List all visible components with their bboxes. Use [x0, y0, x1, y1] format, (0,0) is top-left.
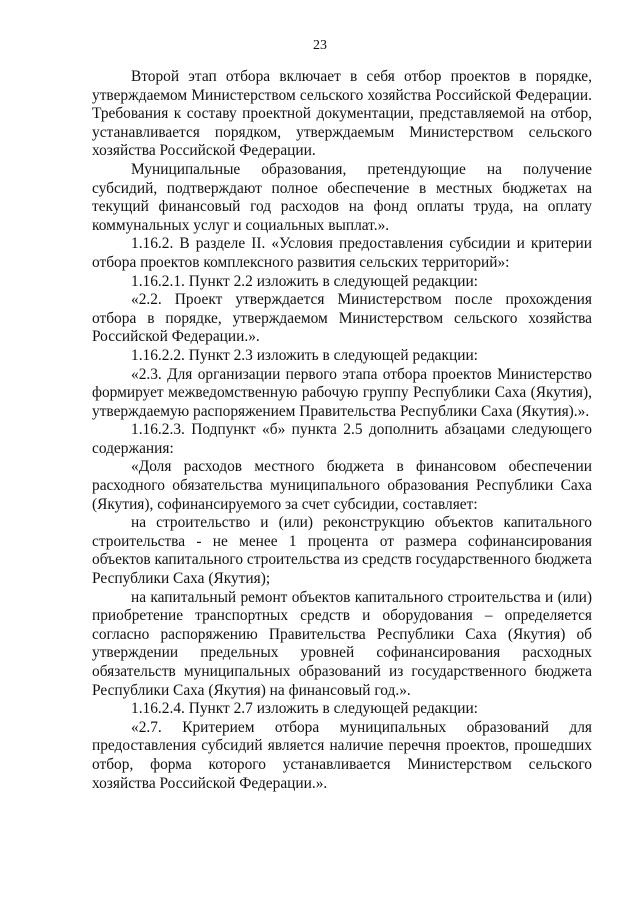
paragraph-second-stage: Второй этап отбора включает в себя отбор проектов в порядке, утверждаемом Министерством сельского хозяйства Российской Федерации. Требования к составу проектной документации, представляемой на отбор, устанавливается порядком, утверждаемым Министерством сельского хозяйства Российской Федерации. [92, 68, 592, 160]
paragraph-1-16-2-4: 1.16.2.4. Пункт 2.7 изложить в следующей редакции: [131, 700, 478, 718]
paragraph-municipal-confirmation: Муниципальные образования, претендующие на получение субсидий, подтверждают полное обеспечение в местных бюджетах на текущий финансовый год расходов на фонд оплаты труда, на оплату коммунальных услуг и социальных выплат.». [92, 160, 592, 234]
paragraph-1-16-2-3: 1.16.2.3. Подпункт «б» пункта 2.5 дополнить абзацами следующего содержания: [92, 421, 592, 457]
document-body [92, 68, 592, 793]
paragraph-construction: на строительство и (или) реконструкцию объектов капитального строительства - не менее 1 процента от размера софинансирования объектов капитального строительства из средств государственного бюджета Республики Саха (Якутия); [92, 514, 592, 588]
paragraph-1-16-2-2: 1.16.2.2. Пункт 2.3 изложить в следующей редакции: [131, 346, 478, 364]
paragraph-clause-2-7: «2.7. Критерием отбора муниципальных образований для предоставления субсидий является наличие перечня проектов, прошедших отбор, форма которого устанавливается Министерством сельского хозяйства Российской Федерации.». [92, 718, 592, 792]
paragraph-clause-2-3: «2.3. Для организации первого этапа отбора проектов Министерство формирует межведомственную рабочую группу Республики Саха (Якутия), утверждаемую распоряжением Правительства Республики Саха (Якутия).». [92, 365, 592, 420]
paragraph-clause-2-2: «2.2. Проект утверждается Министерством после прохождения отбора в порядке, утверждаемом Министерством сельского хозяйства Российской Федерации.». [92, 291, 592, 346]
paragraph-capital-repair: на капитальный ремонт объектов капитального строительства и (или) приобретение транспортных средств и оборудования – определяется согласно распоряжению Правительства Республики Саха (Якутия) об утверждении предельных уровней софинансирования расходных обязательств муниципальных образований из государственного бюджета Республики Саха (Якутия) на финансовый год.». [92, 588, 592, 699]
paragraph-1-16-2: 1.16.2. В разделе II. «Условия предоставления субсидии и критерии отбора проектов комплексного развития сельских территорий»: [92, 235, 592, 271]
paragraph-1-16-2-1: 1.16.2.1. Пункт 2.2 изложить в следующей редакции: [131, 272, 478, 290]
page-number: 23 [313, 38, 327, 53]
paragraph-local-budget-share: «Доля расходов местного бюджета в финансовом обеспечении расходного обязательства муниципального образования Республики Саха (Якутия), софинансируемого за счет субсидии, составляет: [92, 458, 592, 513]
